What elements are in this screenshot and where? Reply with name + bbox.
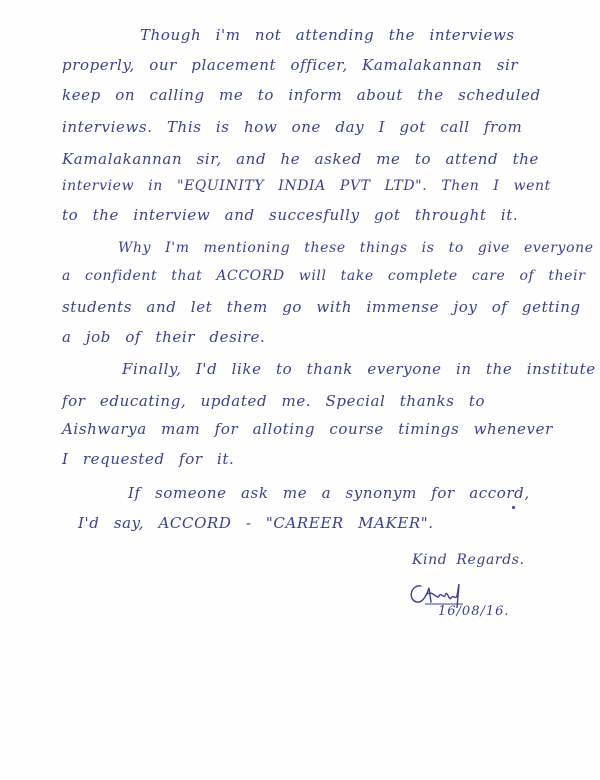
letter-line: Finally, I'd like to thank everyone in the institute xyxy=(122,360,596,378)
letter-line: interview in "EQUINITY INDIA PVT LTD". Then I went xyxy=(62,178,551,194)
letter-line: students and let them go with immense joy of getting xyxy=(62,298,581,316)
letter-line: for educating, updated me. Special thanks to xyxy=(62,392,486,410)
letter-line: Why I'm mentioning these things is to give everyone xyxy=(118,240,594,256)
letter-line: a confident that ACCORD will take complete care of their xyxy=(62,268,586,284)
letter-line: Though i'm not attending the interviews xyxy=(140,26,515,44)
letter-line: properly, our placement officer, Kamalakannan sir xyxy=(62,56,519,74)
letter-line: interviews. This is how one day I got call from xyxy=(62,118,523,136)
closing-date: 16/08/16. xyxy=(438,604,510,619)
letter-line: If someone ask me a synonym for accord, xyxy=(128,484,530,502)
letter-line: keep on calling me to inform about the scheduled xyxy=(62,86,541,104)
stray-ink-dot xyxy=(512,506,515,509)
letter-line: a job of their desire. xyxy=(62,328,266,346)
letter-line: Aishwarya mam for alloting course timings whenever xyxy=(62,420,553,438)
closing-salutation: Kind Regards. xyxy=(412,552,525,568)
letter-line: I requested for it. xyxy=(62,450,235,468)
letter-line: to the interview and succesfully got throught it. xyxy=(62,206,519,224)
letter-line: Kamalakannan sir, and he asked me to attend the xyxy=(62,150,539,168)
letter-line: I'd say, ACCORD - "CAREER MAKER". xyxy=(78,514,434,532)
